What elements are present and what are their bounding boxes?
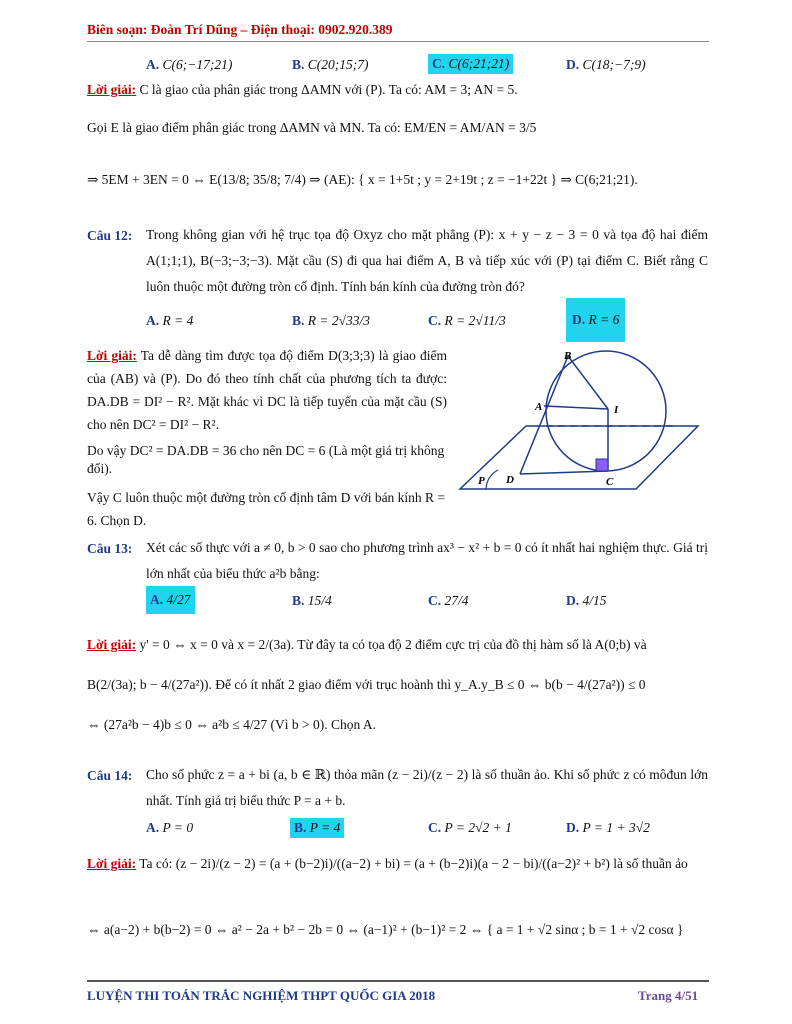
q14-label: Câu 14: (87, 768, 133, 783)
q12-solution-2: Do vậy DC² = DA.DB = 36 cho nên DC = 6 (Là một giá trị không đổi). (87, 443, 445, 476)
label-i: I (614, 404, 619, 416)
q14-solution-line2: ⇔ a(a−2) + b(b−2) = 0 ⇔ a² − 2a + b² − 2b = 0 ⇔ (a−1)² + (b−1)² = 2 ⇔ { a = 1 + √2 sinα ; b = 1 + √2 cosα } (87, 922, 684, 937)
q11-solution-line3: ⇒ 5EM + 3EN = 0 ⇔ E(13/8; 35/8; 7/4) ⇒ (AE): { x = 1+5t ; y = 2+19t ; z = −1+22t } ⇒ C(6;21;21). (87, 172, 638, 187)
q12-solution: Lời giải: Ta dễ dàng tìm được tọa độ điểm D(3;3;3) là giao điểm của (AB) và (P). Do đó theo tính chất của phương tích ta được: DA.DB = DI² − R². Mặt khác vì DC là tiếp tuyến của mặt cầu (S) cho nên DC² = DI² − R². (87, 348, 448, 432)
label-p: P (478, 475, 485, 487)
label-a: A (535, 401, 543, 413)
q12-option-c: C. R = 2√11/3 (428, 313, 506, 328)
header-rule (87, 41, 709, 42)
q13-option-a: A. 4/27 (146, 586, 195, 614)
q11-solution-line1: Lời giải: C là giao của phân giác trong ΔAMN với (P). Ta có: AM = 3; AN = 5. (87, 82, 518, 97)
q11-option-a: A. C(6;−17;21) (146, 57, 233, 72)
q11-option-c: C. C(6;21;21) (428, 54, 513, 74)
q13-label: Câu 13: (87, 541, 133, 556)
q14-option-a: A. P = 0 (146, 820, 194, 835)
q14-option-b: B. P = 4 (290, 818, 344, 838)
plane-p (460, 426, 698, 489)
q12-solution-3: Vậy C luôn thuộc một đường tròn cố định tâm D với bán kính R = 6. Chọn D. (87, 490, 446, 528)
q14-option-d: D. P = 1 + 3√2 (566, 820, 650, 835)
q14-solution-line1: Lời giải: Ta có: (z − 2i)/(z − 2) = (a + (b−2)i)/((a−2) + bi) = (a + (b−2)i)(a − 2 − bi)/((a−2)² + b²) là số thuần ảo (87, 856, 688, 871)
line-ai (544, 406, 608, 409)
q13-option-c: C. 27/4 (428, 593, 469, 608)
line-dc (520, 471, 608, 474)
q12-option-a: A. R = 4 (146, 313, 194, 328)
footer-page-number: Trang 4/51 (638, 988, 699, 1003)
q14-text: Cho số phức z = a + bi (a, b ∈ ℝ) thỏa mãn (z − 2i)/(z − 2) là số thuần ảo. Khi số phức z có môđun lớn nhất. Tính giá trị biểu thức P = a + b. (146, 767, 708, 808)
q11-solution-line2: Gọi E là giao điểm phân giác trong ΔAMN và MN. Ta có: EM/EN = AM/AN = 3/5 (87, 120, 537, 135)
line-bi (568, 356, 608, 409)
label-b: B (564, 350, 572, 362)
q12-label: Câu 12: (87, 228, 133, 243)
q11-option-b: B. C(20;15;7) (292, 57, 369, 72)
sphere-s (546, 351, 666, 471)
q11-option-d: D. C(18;−7;9) (566, 57, 646, 72)
label-c: C (606, 476, 614, 488)
page-header: Biên soạn: Đoàn Trí Dũng – Điện thoại: 0902.920.389 (87, 22, 393, 37)
q13-solution-line1: Lời giải: y' = 0 ⇔ x = 0 và x = 2/(3a). Từ đây ta có tọa độ 2 điểm cực trị của đồ thị hàm số là A(0;b) và (87, 637, 647, 652)
label-d: D (506, 474, 514, 486)
angle-arc (486, 470, 498, 489)
q12-sphere-figure (458, 346, 708, 496)
footer-title: LUYỆN THI TOÁN TRẮC NGHIỆM THPT QUỐC GIA 2018 (87, 988, 436, 1003)
q13-text: Xét các số thực với a ≠ 0, b > 0 sao cho phương trình ax³ − x² + b = 0 có ít nhất hai nghiệm thực. Giá trị lớn nhất của biểu thức a²b bằng: (146, 540, 708, 581)
q12-text: Trong không gian với hệ trục tọa độ Oxyz cho mặt phẳng (P): x + y − z − 3 = 0 và tọa độ hai điểm A(1;1;1), B(−3;−3;−3). Mặt cầu (S) đi qua hai điểm A, B và tiếp xúc với (P) tại điểm C. Biết rằng C luôn thuộc một đường tròn cố định. Tính bán kính của đường tròn đó? (146, 227, 708, 294)
line-bd (520, 356, 568, 474)
q13-solution-line2: B(2/(3a); b − 4/(27a²)). Để có ít nhất 2 giao điểm với trục hoành thì y_A.y_B ≤ 0 ⇔ b(b − 4/(27a²)) ≤ 0 (87, 677, 646, 692)
q13-option-d: D. 4/15 (566, 593, 607, 608)
q13-solution-line3: ⇔ (27a²b − 4)b ≤ 0 ⇔ a²b ≤ 4/27 (Vì b > 0). Chọn A. (87, 717, 376, 732)
q12-option-b: B. R = 2√33/3 (292, 313, 371, 328)
q13-option-b: B. 15/4 (292, 593, 332, 608)
q12-option-d: D. R = 6 (566, 298, 625, 342)
right-angle-mark (596, 459, 608, 471)
q14-option-c: C. P = 2√2 + 1 (428, 820, 512, 835)
footer-rule (87, 980, 709, 982)
